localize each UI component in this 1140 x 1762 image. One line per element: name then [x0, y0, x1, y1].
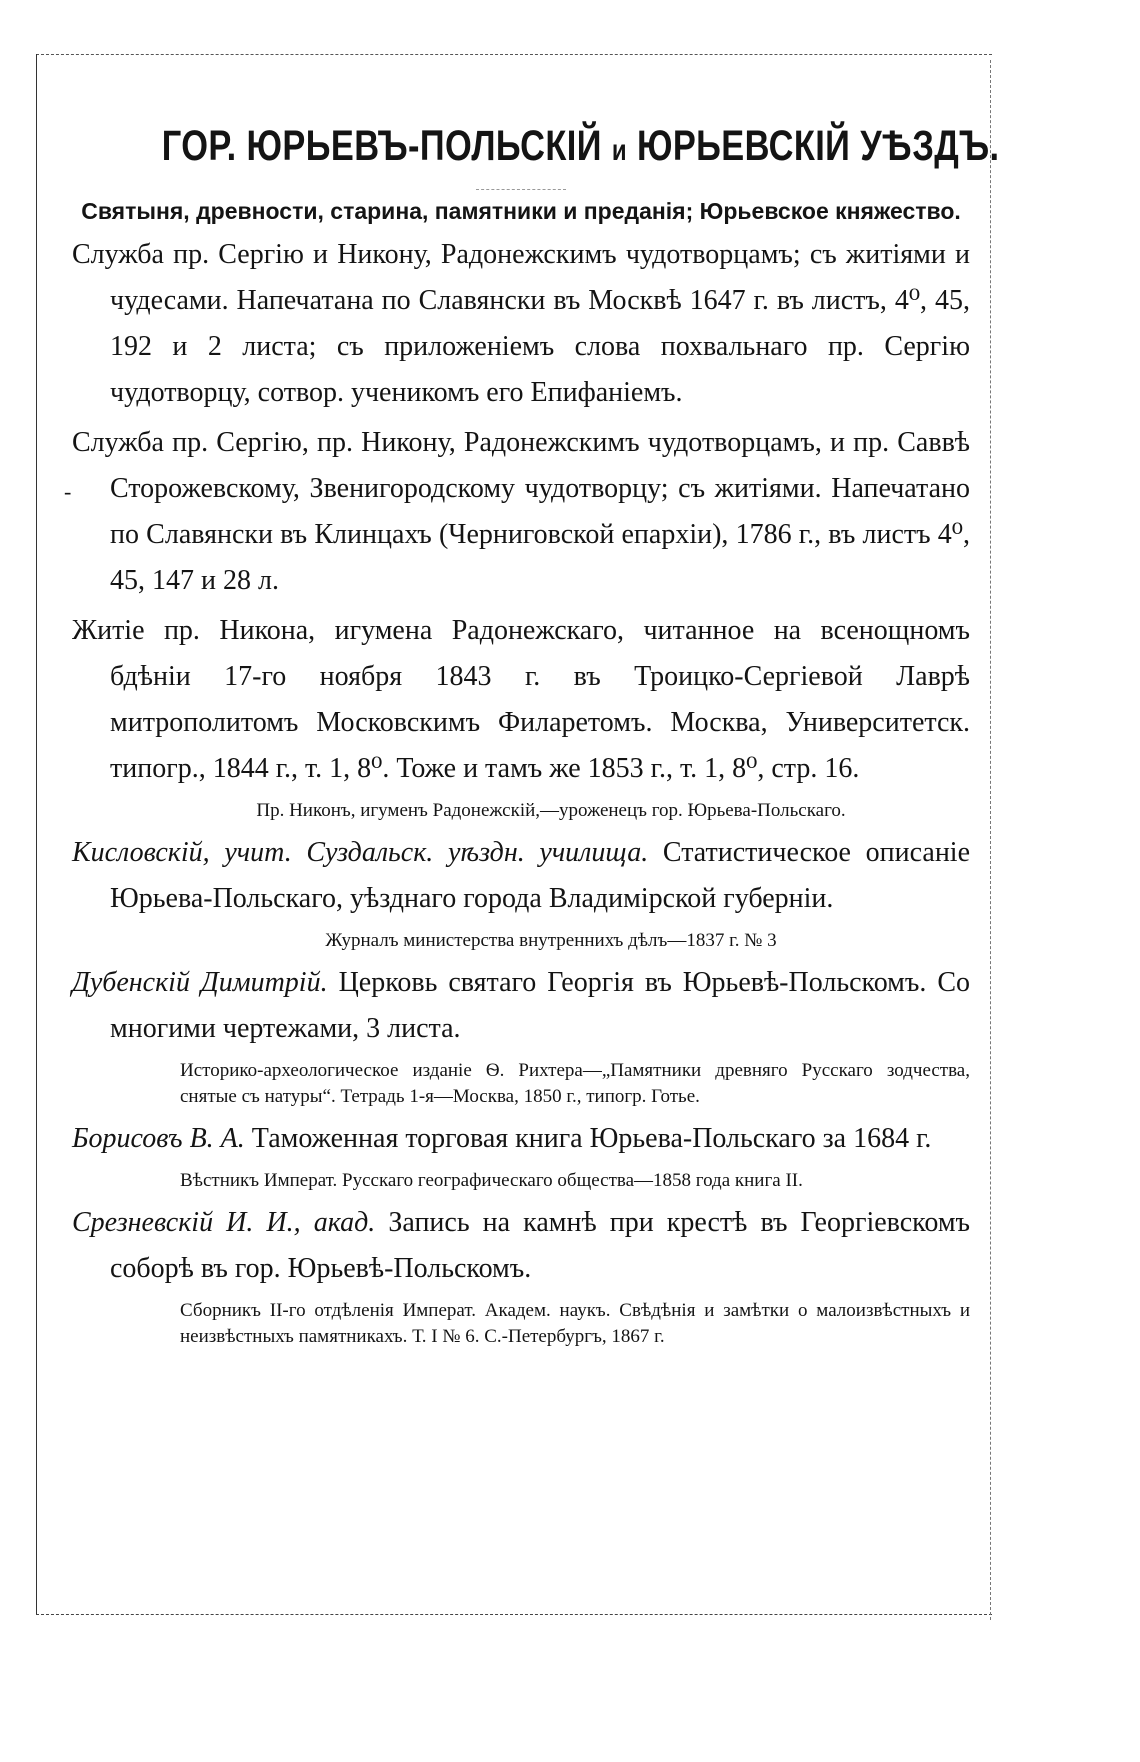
- bibliography-entry: [72, 608, 970, 792]
- bibliography-entry: [72, 1200, 970, 1292]
- bibliography-entry: [72, 960, 970, 1052]
- entry-text: Житіе пр. Никона, игумена Радонежскаго, читанное на всенощномъ бдѣніи 17-го ноября 1843 г. въ Троицко-Сергіевой Лаврѣ митрополитомъ Московскимъ Филаретомъ. Москва, Университетск. типогр., 1844 г., т. 1, 8⁰. Тоже и тамъ же 1853 г., т. 1, 8⁰, стр. 16.: [72, 615, 970, 784]
- scan-frame-right: [990, 60, 991, 1620]
- title-city: ЮРЬЕВЪ-ПОЛЬСКІЙ: [246, 122, 602, 170]
- entry-author: Борисовъ В. А.: [72, 1123, 245, 1154]
- scan-frame-top: [36, 54, 992, 55]
- entry-author: Кисловскій, учит. Суздальск. уѣздн. училища.: [72, 837, 649, 868]
- title-divider: [476, 189, 566, 190]
- entry-note: Журналъ министерства внутреннихъ дѣлъ—1837 г. № 3: [325, 930, 777, 951]
- bibliography-entry: [72, 1116, 970, 1162]
- margin-mark: -: [64, 479, 72, 504]
- entry-text: Таможенная торговая книга Юрьева-Польскаго за 1684 г.: [251, 1123, 932, 1154]
- entry-text: Запись на камнѣ при крестѣ въ Георгіевскомъ соборѣ въ гор. Юрьевѣ-Польскомъ.: [110, 1207, 971, 1284]
- title-prefix: ГОР.: [161, 122, 237, 170]
- page-title: [161, 118, 1000, 179]
- entry-author: Дубенскій Димитрій.: [72, 967, 328, 998]
- bibliography-entry: [72, 232, 970, 416]
- entry-note: Пр. Никонъ, игуменъ Радонежскій,—уроженецъ гор. Юрьева-Польскаго.: [256, 800, 846, 821]
- bibliography-entry: [72, 420, 970, 604]
- entry-note: Сборникъ II-го отдѣленія Императ. Академ. наукъ. Свѣдѣнія и замѣтки о малоизвѣстныхъ и неизвѣстныхъ памятникахъ. Т. I № 6. С.-Петербургъ, 1867 г.: [180, 1300, 970, 1347]
- scan-frame-bottom: [36, 1614, 992, 1615]
- section-subtitle: Святыня, древности, старина, памятники и преданія; Юрьевское княжество.: [81, 198, 961, 224]
- entry-text: Служба пр. Сергію, пр. Никону, Радонежскимъ чудотворцамъ, и пр. Саввѣ Сторожевскому, Звенигородскому чудотворцу; съ житіями. Напечатано по Славянски въ Клинцахъ (Черниговской епархіи), 1786 г., въ листъ 4⁰, 45, 147 и 28 л.: [72, 427, 970, 596]
- scan-frame-left: [36, 54, 37, 1614]
- entry-text: Статистическое описаніе Юрьева-Польскаго, уѣзднаго города Владимірской губерніи.: [110, 837, 971, 914]
- entry-note: Вѣстникъ Императ. Русскаго географическаго общества—1858 года книга II.: [180, 1170, 803, 1191]
- entry-text: Церковь святаго Георгія въ Юрьевѣ-Польскомъ. Со многими чертежами, 3 листа.: [110, 967, 971, 1044]
- entry-note: Историко-археологическое изданіе Ѳ. Рихтера—„Памятники древняго Русскаго зодчества, снятые съ натуры“. Тетрадь 1-я—Москва, 1850 г., типогр. Готье.: [180, 1060, 970, 1107]
- document-page: [72, 118, 1000, 1356]
- title-conj: и: [611, 134, 627, 167]
- entry-author: Срезневскій И. И., акад.: [72, 1207, 376, 1238]
- title-district: ЮРЬЕВСКІЙ УѢЗДЪ.: [636, 122, 1000, 170]
- entry-text: Служба пр. Сергію и Никону, Радонежскимъ чудотворцамъ; съ житіями и чудесами. Напечатана по Славянски въ Москвѣ 1647 г. въ листъ, 4⁰, 45, 192 и 2 листа; съ приложеніемъ слова похвальнаго пр. Сергію чудотворцу, сотвор. ученикомъ его Епифаніемъ.: [72, 239, 970, 408]
- bibliography-entry: [72, 830, 970, 922]
